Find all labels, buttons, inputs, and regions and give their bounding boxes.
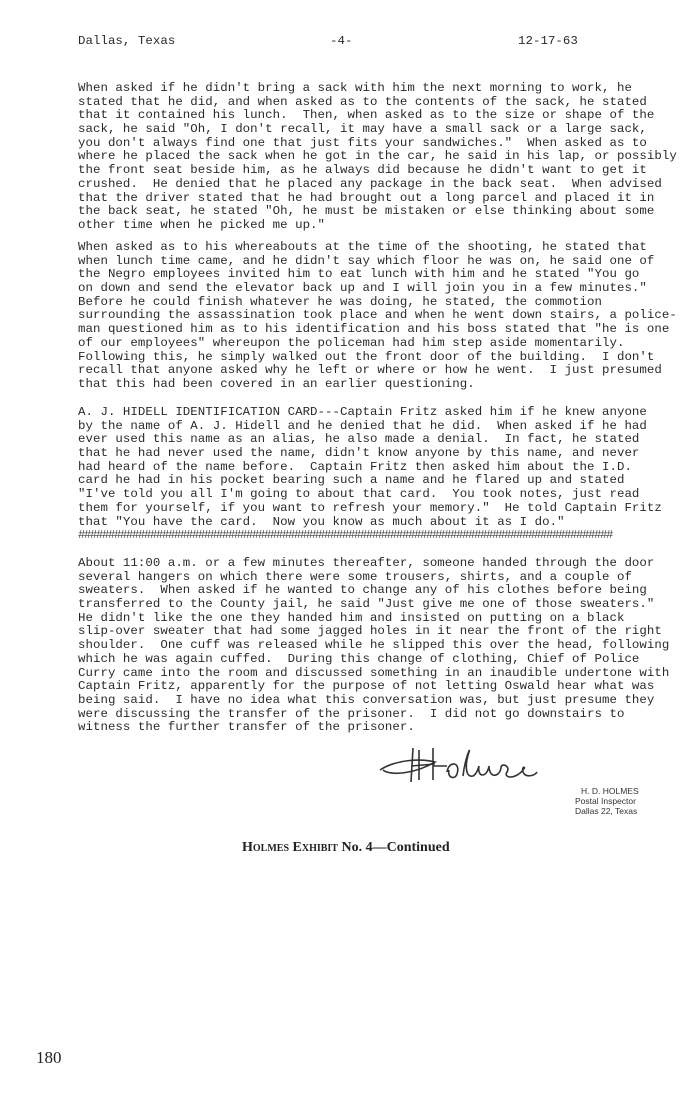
text-line: surrounding the assassination took place and when he went down stairs, a police- <box>78 308 677 323</box>
text-line: sweaters. When asked if he wanted to change any of his clothes before being <box>78 583 647 598</box>
paragraph-sweater <box>78 557 668 735</box>
text-line: stated that he did, and when asked as to the contents of the sack, he stated <box>78 94 647 109</box>
text-line: that "You have the card. Now you know as much about it as I do." <box>78 514 565 529</box>
text-line: them for yourself, if you want to refresh your memory." He told Captain Fritz <box>78 500 662 515</box>
header-place: Dallas, Texas <box>78 34 176 48</box>
text-line: the front seat beside him, as he always did because he didn't want to get it <box>78 163 647 178</box>
text-line: which he was again cuffed. During this change of clothing, Chief of Police <box>78 651 640 666</box>
signature-block <box>575 786 639 816</box>
signer-title: Postal Inspector <box>575 796 636 806</box>
signer-name: H. D. HOLMES <box>581 786 639 796</box>
text-line: when lunch time came, and he didn't say which floor he was on, he said one of <box>78 253 655 268</box>
text-line: where he placed the sack when he got in the car, he said in his lap, or possibly <box>78 149 677 164</box>
handwritten-signature <box>375 740 545 795</box>
text-line: sack, he said "Oh, I don't recall, it may have a small sack or a large sack, <box>78 122 647 137</box>
text-line: were discussing the transfer of the prisoner. I did not go downstairs to <box>78 706 625 721</box>
caption-rest: No. 4—Continued <box>337 840 450 855</box>
text-line: several hangers on which there were some trousers, shirts, and a couple of <box>78 569 632 584</box>
text-line: that the driver stated that he had brought out a long parcel and placed it in <box>78 190 655 205</box>
text-line: A. J. HIDELL IDENTIFICATION CARD---Captain Fritz asked him if he knew anyone <box>78 405 647 419</box>
page-number: 180 <box>36 1048 62 1067</box>
paragraph-hidell-card <box>78 406 668 529</box>
separator-line: ######################################################################################### <box>78 528 613 542</box>
text-line: slip-over sweater that had some jagged holes in it near the front of the right <box>78 624 662 639</box>
text-line: other time when he picked me up." <box>78 217 326 232</box>
text-line: crushed. He denied that he placed any package in the back seat. When advised <box>78 176 662 191</box>
signer-address: Dallas 22, Texas <box>575 806 638 816</box>
text-line: Captain Fritz, apparently for the purpose of not letting Oswald hear what was <box>78 679 655 694</box>
paragraph-whereabouts <box>78 240 677 392</box>
text-line: that he had never used the name, didn't know anyone by this name, and never <box>78 446 640 461</box>
text-line: ever used this name as an alias, he also made a denial. In fact, he stated <box>78 432 640 447</box>
text-line: by the name of A. J. Hidell and he denied that he did. When asked if he had <box>78 418 647 433</box>
text-line: card he had in his pocket bearing such a name and he flared up and stated <box>78 473 625 488</box>
text-line: the Negro employees invited him to eat lunch with him and he stated "You go <box>78 267 640 282</box>
paragraph-sack <box>78 81 677 233</box>
text-line: Before he could finish whatever he was doing, he stated, the commotion <box>78 294 602 309</box>
header-page: -4- <box>330 34 353 48</box>
text-line: transferred to the County jail, he said "Just give me one of those sweaters." <box>78 597 655 612</box>
text-line: man questioned him as to his identification and his boss stated that "he is one <box>78 322 670 337</box>
text-line: had heard of the name before. Captain Fritz then asked him about the I.D. <box>78 459 632 474</box>
text-line: witness the further transfer of the prisoner. <box>78 720 415 735</box>
caption-prefix: Holmes Exhibit <box>242 840 338 855</box>
text-line: recall that anyone asked why he left or where or how he went. I just presumed <box>78 363 662 378</box>
text-line: He didn't like the one they handed him and insisted on putting on a black <box>78 610 625 625</box>
text-line: the back seat, he stated "Oh, he must be mistaken or else thinking about some <box>78 204 655 219</box>
text-line: you don't always find one that just fits your sandwiches." When asked as to <box>78 135 647 150</box>
text-line: When asked if he didn't bring a sack with him the next morning to work, he <box>78 81 632 95</box>
text-line: that it contained his lunch. Then, when asked as to the size or shape of the <box>78 108 655 123</box>
exhibit-caption <box>242 840 450 856</box>
text-line: Curry came into the room and discussed something in an inaudible undertone with <box>78 665 670 680</box>
text-line: When asked as to his whereabouts at the time of the shooting, he stated that <box>78 240 647 254</box>
text-line: being said. I have no idea what this conversation was, but just presume they <box>78 692 655 707</box>
text-line: on down and send the elevator back up and I will join you in a few minutes." <box>78 281 647 296</box>
text-line: that this had been covered in an earlier questioning. <box>78 376 475 391</box>
text-line: shoulder. One cuff was released while he slipped this over the head, following <box>78 638 670 653</box>
text-line: Following this, he simply walked out the front door of the building. I don't <box>78 349 655 364</box>
text-line: About 11:00 a.m. or a few minutes thereafter, someone handed through the door <box>78 556 655 570</box>
text-line: "I've told you all I'm going to about that card. You took notes, just read <box>78 487 640 502</box>
document-header <box>78 34 650 50</box>
header-date: 12-17-63 <box>518 34 578 48</box>
text-line: of our employees" whereupon the policeman had him step aside momentarily. <box>78 335 625 350</box>
